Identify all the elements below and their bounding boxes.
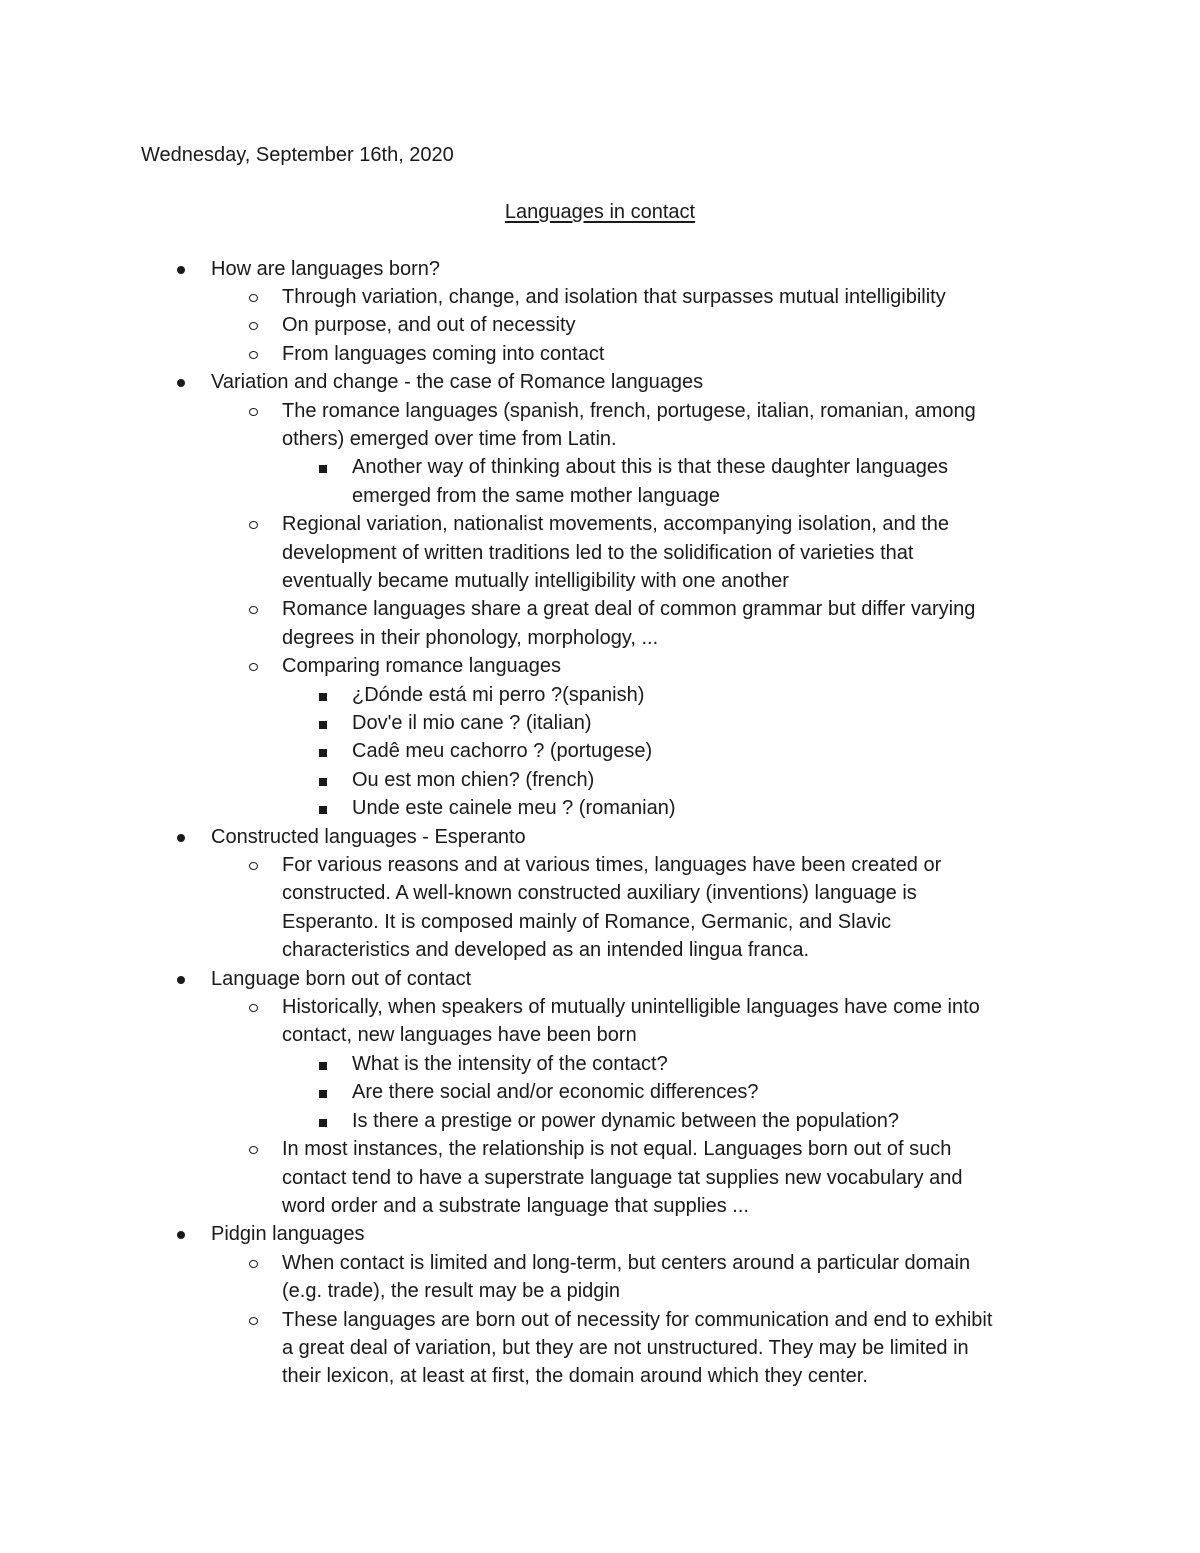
hollow-circle-bullet-icon — [249, 1317, 258, 1325]
list-item-line: From languages coming into contact — [282, 342, 605, 365]
list-item-line: Comparing romance languages — [282, 655, 562, 678]
list-item — [0, 340, 1200, 368]
filled-square-bullet-icon — [319, 806, 327, 814]
list-item — [0, 1249, 1200, 1306]
list-item-line: others) emerged over time from Latin. — [282, 427, 617, 450]
list-item — [0, 1107, 1200, 1135]
hollow-circle-bullet-icon — [249, 351, 258, 359]
list-item — [0, 397, 1200, 454]
title-text: Languages in contact — [504, 201, 696, 223]
hollow-circle-bullet-icon — [249, 294, 258, 302]
list-item-line: Through variation, change, and isolation that surpasses mutual intelligibility — [282, 285, 946, 308]
list-item-line: How are languages born? — [211, 257, 441, 280]
list-item-line: Pidgin languages — [211, 1223, 365, 1246]
bullet-list — [0, 255, 1200, 1391]
hollow-circle-bullet-icon — [249, 663, 258, 671]
list-item-line: Is there a prestige or power dynamic between the population? — [352, 1109, 900, 1132]
list-item-line: Another way of thinking about this is that these daughter languages — [352, 456, 948, 479]
list-item — [0, 709, 1200, 737]
list-item-line: their lexicon, at least at first, the domain around which they center. — [282, 1365, 868, 1388]
list-item-line: characteristics and developed as an intended lingua franca. — [282, 939, 810, 962]
list-item — [0, 1306, 1200, 1391]
list-item-line: emerged from the same mother language — [352, 484, 720, 507]
list-item — [0, 993, 1200, 1050]
hollow-circle-bullet-icon — [249, 1146, 258, 1154]
filled-circle-bullet-icon — [177, 834, 185, 842]
list-item — [0, 1220, 1200, 1248]
page-title — [0, 198, 1200, 226]
list-item-line: Esperanto. It is composed mainly of Romance, Germanic, and Slavic — [282, 910, 892, 933]
list-item-line: word order and a substrate language that supplies ... — [282, 1194, 749, 1217]
list-item — [0, 255, 1200, 283]
list-item-line: constructed. A well-known constructed auxiliary (inventions) language is — [282, 882, 917, 905]
list-item-line: Regional variation, nationalist movements, accompanying isolation, and the — [282, 513, 950, 536]
list-item-line: The romance languages (spanish, french, portugese, italian, romanian, among — [282, 399, 976, 422]
filled-square-bullet-icon — [319, 1119, 327, 1127]
list-item-line: eventually became mutually intelligibility with one another — [282, 569, 789, 592]
list-item — [0, 510, 1200, 595]
filled-circle-bullet-icon — [177, 379, 185, 387]
filled-square-bullet-icon — [319, 778, 327, 786]
list-item — [0, 681, 1200, 709]
filled-square-bullet-icon — [319, 465, 327, 473]
hollow-circle-bullet-icon — [249, 408, 258, 416]
list-item-line: What is the intensity of the contact? — [352, 1052, 668, 1075]
list-item-line: Dov'e il mio cane ? (italian) — [352, 712, 592, 734]
list-item-line: These languages are born out of necessity for communication and end to exhibit — [282, 1308, 993, 1331]
list-item-line: a great deal of variation, but they are not unstructured. They may be limited in — [282, 1336, 969, 1359]
date-heading: Wednesday, September 16th, 2020 — [141, 144, 454, 166]
filled-circle-bullet-icon — [177, 266, 185, 274]
list-item-line: For various reasons and at various times, languages have been created or — [282, 854, 942, 877]
list-item-line: When contact is limited and long-term, but centers around a particular domain — [282, 1251, 971, 1274]
list-item-line: Are there social and/or economic differences? — [352, 1081, 759, 1104]
list-item — [0, 1078, 1200, 1106]
filled-circle-bullet-icon — [177, 976, 185, 984]
hollow-circle-bullet-icon — [249, 521, 258, 529]
hollow-circle-bullet-icon — [249, 862, 258, 870]
list-item-line: Constructed languages - Esperanto — [211, 825, 526, 848]
list-item-line: Romance languages share a great deal of common grammar but differ varying — [282, 598, 976, 621]
list-item-line: ¿Dónde está mi perro ?(spanish) — [352, 683, 645, 706]
list-item — [0, 766, 1200, 794]
filled-square-bullet-icon — [319, 749, 327, 757]
list-item-line: (e.g. trade), the result may be a pidgin — [282, 1280, 620, 1303]
list-item — [0, 965, 1200, 993]
filled-square-bullet-icon — [319, 1062, 327, 1070]
list-item-line: In most instances, the relationship is not equal. Languages born out of such — [282, 1138, 952, 1161]
list-item-line: degrees in their phonology, morphology, ... — [282, 626, 659, 649]
list-item-line: Ou est mon chien? (french) — [352, 768, 595, 791]
list-item — [0, 823, 1200, 851]
list-item-line: development of written traditions led to the solidification of varieties that — [282, 541, 914, 564]
list-item-line: Language born out of contact — [211, 967, 472, 990]
list-item — [0, 1135, 1200, 1220]
list-item — [0, 652, 1200, 680]
list-item-line: On purpose, and out of necessity — [282, 314, 576, 337]
list-item — [0, 453, 1200, 510]
list-item — [0, 851, 1200, 965]
filled-circle-bullet-icon — [177, 1231, 185, 1239]
filled-square-bullet-icon — [319, 693, 327, 701]
list-item — [0, 737, 1200, 765]
list-item — [0, 368, 1200, 396]
list-item-line: Historically, when speakers of mutually unintelligible languages have come into — [282, 996, 980, 1019]
list-item-line: contact, new languages have been born — [282, 1024, 637, 1047]
list-item — [0, 595, 1200, 652]
list-item — [0, 1050, 1200, 1078]
hollow-circle-bullet-icon — [249, 606, 258, 614]
list-item — [0, 311, 1200, 339]
list-item-line: contact tend to have a superstrate language tat supplies new vocabulary and — [282, 1166, 963, 1189]
list-item-line: Unde este cainele meu ? (romanian) — [352, 797, 676, 820]
list-item — [0, 794, 1200, 822]
hollow-circle-bullet-icon — [249, 1260, 258, 1268]
list-item — [0, 283, 1200, 311]
list-item-line: Cadê meu cachorro ? (portugese) — [352, 740, 653, 763]
hollow-circle-bullet-icon — [249, 322, 258, 330]
list-item-line: Variation and change - the case of Romance languages — [211, 371, 704, 394]
filled-square-bullet-icon — [319, 721, 327, 729]
hollow-circle-bullet-icon — [249, 1004, 258, 1012]
filled-square-bullet-icon — [319, 1090, 327, 1098]
